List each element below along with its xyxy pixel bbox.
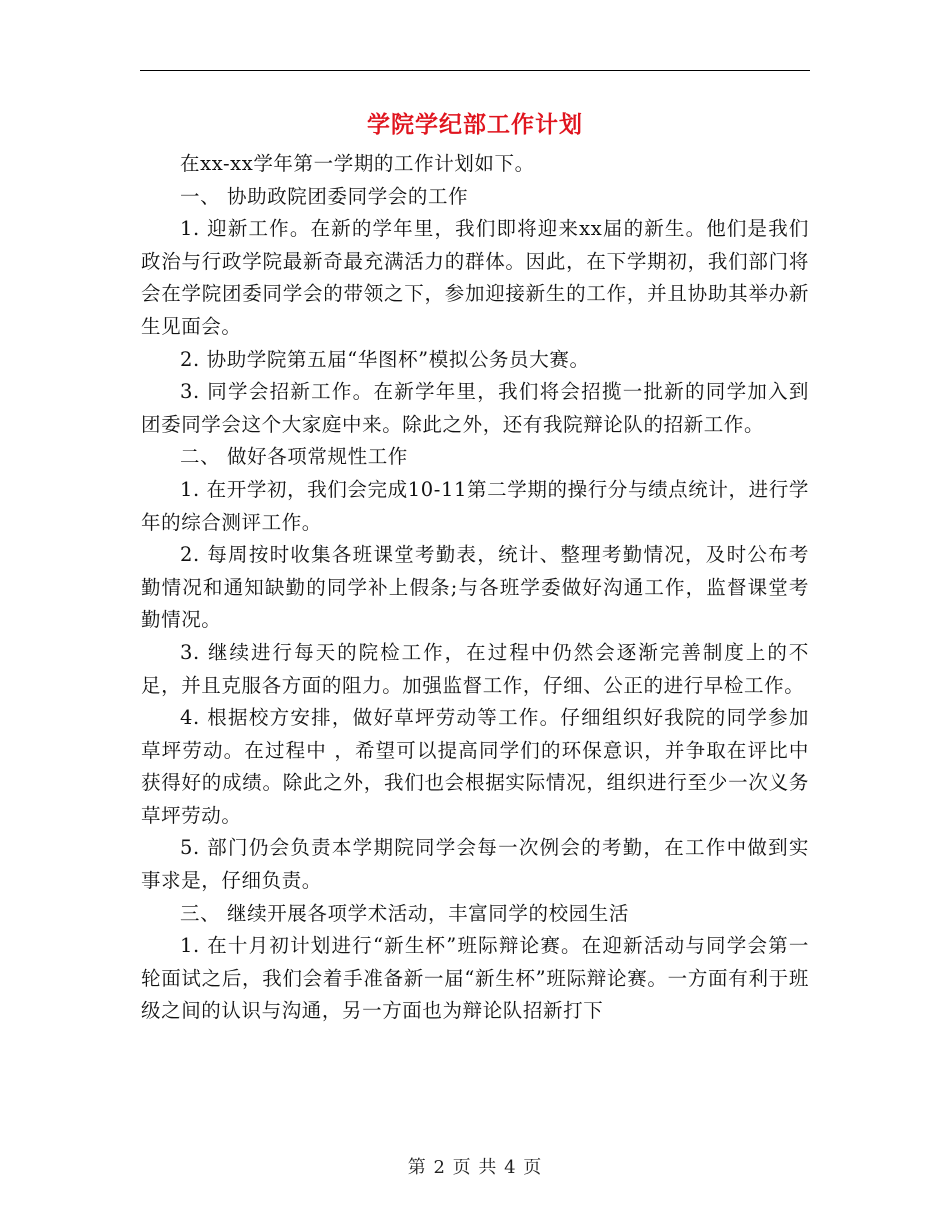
paragraph-intro: 在xx-xx学年第一学期的工作计划如下。 [180, 152, 535, 175]
paragraph-3-1: 1. 在十月初计划进行“新生杯”班际辩论赛。在迎新活动与同学会第一轮面试之后，我们会着手准备新一届“新生杯”班际辩论赛。一方面有利于班级之间的认识与沟通，另一方面也为辩论队招新打下 [141, 934, 809, 1023]
page-number: 第 2 页 共 4 页 [407, 1157, 543, 1178]
paragraph-1-1: 1. 迎新工作。在新的学年里，我们即将迎来xx届的新生。他们是我们政治与行政学院最新奇最充满活力的群体。因此，在下学期初，我们部门将会在学院团委同学会的带领之下，参加迎接新生的工作，并且协助其举办新生见面会。 [141, 217, 809, 338]
paragraph-2-1: 1. 在开学初，我们会完成10-11第二学期的操行分与绩点统计，进行学年的综合测评工作。 [141, 477, 809, 534]
header-rule [140, 70, 810, 71]
paragraph-2-2: 2. 每周按时收集各班课堂考勤表，统计、整理考勤情况，及时公布考勤情况和通知缺勤的同学补上假条;与各班学委做好沟通工作，监督课堂考勤情况。 [141, 543, 809, 632]
document-body [141, 148, 809, 1028]
paragraph-2-5: 5. 部门仍会负责本学期院同学会每一次例会的考勤，在工作中做到实事求是，仔细负责。 [141, 836, 809, 893]
paragraph-2-3: 3. 继续进行每天的院检工作，在过程中仍然会逐渐完善制度上的不足，并且克服各方面的阻力。加强监督工作，仔细、公正的进行早检工作。 [141, 640, 809, 697]
paragraph-1-2: 2. 协助学院第五届“华图杯”模拟公务员大赛。 [180, 347, 590, 371]
section-heading-3: 三、 继续开展各项学术活动，丰富同学的校园生活 [180, 901, 629, 925]
section-heading-2: 二、 做好各项常规性工作 [180, 445, 408, 469]
document-title: 学院学纪部工作计划 [367, 111, 583, 138]
paragraph-1-3: 3. 同学会招新工作。在新学年里，我们将会招揽一批新的同学加入到团委同学会这个大家庭中来。除此之外，还有我院辩论队的招新工作。 [141, 380, 809, 436]
paragraph-2-4: 4. 根据校方安排，做好草坪劳动等工作。仔细组织好我院的同学参加草坪劳动。在过程中 ，希望可以提高同学们的环保意识，并争取在评比中获得好的成绩。除此之外，我们也会根据实际情况，组织进行至少一次义务草坪劳动。 [141, 706, 809, 827]
section-heading-1: 一、 协助政院团委同学会的工作 [180, 184, 469, 208]
